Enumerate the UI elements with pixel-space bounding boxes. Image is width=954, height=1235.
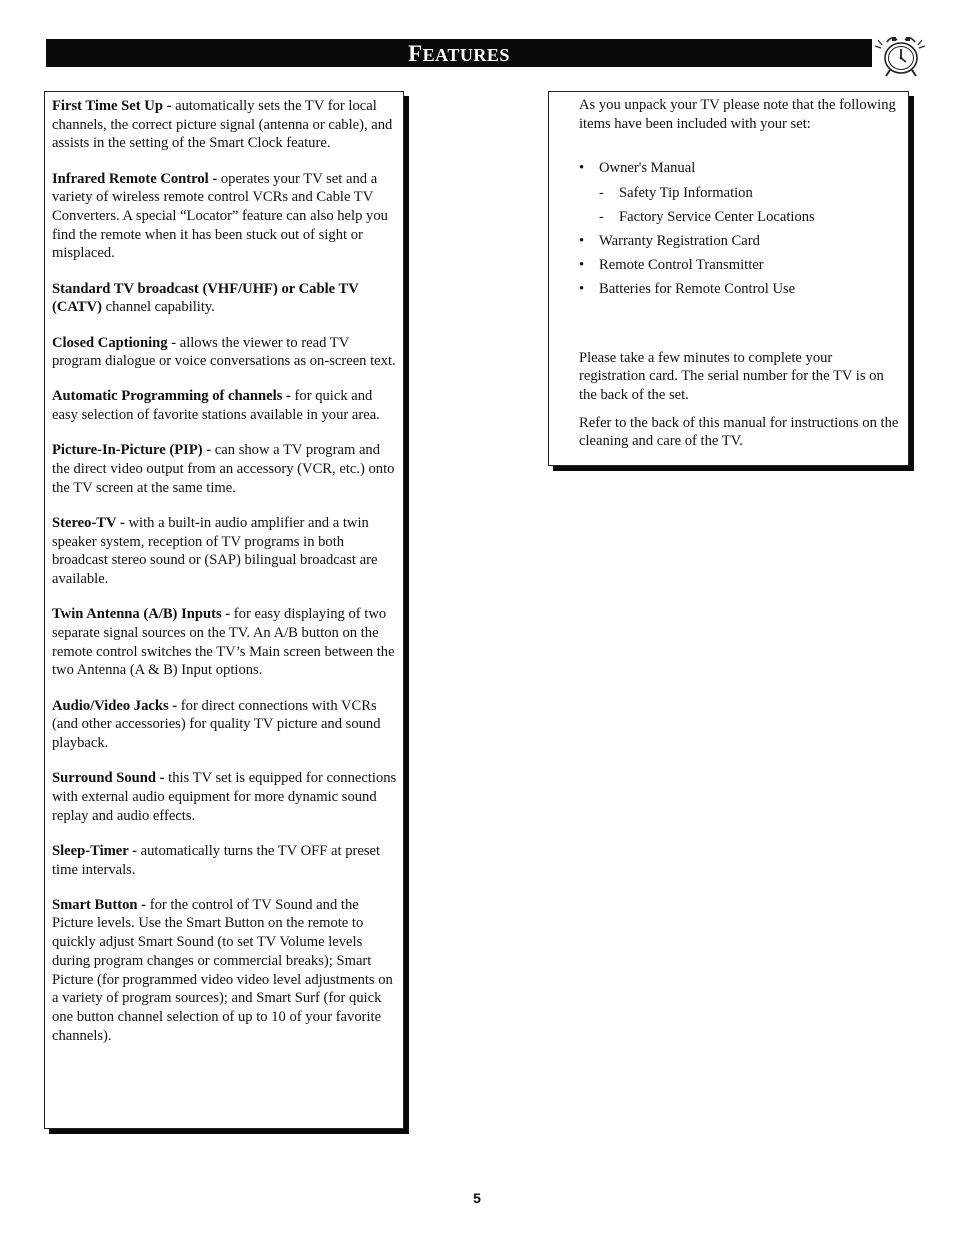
- bullet-icon: •: [579, 233, 585, 250]
- feature-description: channel capability.: [102, 299, 215, 316]
- included-item: [579, 253, 901, 277]
- feature-name: Picture-In-Picture (PIP) -: [52, 442, 212, 459]
- feature-item: [52, 896, 398, 1046]
- feature-name: Standard TV broadcast (VHF/UHF) or Cable TV (CATV): [52, 280, 359, 316]
- feature-description: for the control of TV Sound and the Picture levels. Use the Smart Button on the remote to quickly adjust Smart Sound (to set TV Volume levels during program changes or commercial breaks); Smart Picture (for programmed video video level adjustments on a variety of program sources); and Smart Surf (for quick one button channel selection of up to 10 of your favorite channels).: [52, 896, 393, 1044]
- bullet-icon: •: [579, 160, 585, 177]
- included-item: [579, 277, 901, 301]
- included-subitems-list: [579, 181, 901, 229]
- feature-name: Audio/Video Jacks -: [52, 697, 178, 714]
- included-item-label: Warranty Registration Card: [599, 233, 760, 250]
- feature-description: operates your TV set and a variety of wireless remote control VCRs and Cable TV Converters. A special “Locator” feature can also help you find the remote when it has been stuck out of sight or misplaced.: [52, 170, 388, 262]
- unpack-intro: As you unpack your TV please note that the following items have been included with your set:: [579, 97, 896, 132]
- feature-name: Surround Sound -: [52, 770, 165, 787]
- features-list: [52, 97, 398, 1062]
- feature-name: First Time Set Up -: [52, 98, 172, 114]
- included-subitem-label: Factory Service Center Locations: [619, 208, 815, 225]
- feature-description: - allows the viewer to read TV program dialogue or voice conversations as on-screen text.: [52, 334, 396, 370]
- dash-icon: -: [599, 208, 604, 225]
- package-contents: [579, 96, 901, 451]
- included-items-list: [579, 156, 901, 301]
- feature-item: [52, 697, 398, 753]
- feature-item: [52, 334, 398, 371]
- feature-name: Stereo-TV -: [52, 514, 125, 531]
- feature-name: Twin Antenna (A/B) Inputs -: [52, 606, 231, 623]
- feature-item: [52, 170, 398, 264]
- included-subitems: [579, 181, 901, 229]
- included-item: [579, 229, 901, 253]
- feature-description: with a built-in audio amplifier and a twin speaker system, reception of TV programs in both broadcast stereo sound or (SAP) bilingual broadcast are available.: [52, 514, 378, 588]
- included-subitem: [579, 205, 901, 229]
- dash-icon: -: [599, 184, 604, 201]
- included-item-label: Batteries for Remote Control Use: [599, 281, 796, 298]
- feature-item: [52, 441, 398, 497]
- banner-title-rest: EATURES: [422, 45, 510, 65]
- care-note: Refer to the back of this manual for instructions on the cleaning and care of the TV.: [579, 414, 899, 450]
- banner-title-initial: F: [408, 41, 423, 66]
- feature-item: [52, 97, 398, 153]
- feature-description: this TV set is equipped for connections with external audio equipment for more dynamic sound replay and audio effects.: [52, 770, 397, 824]
- feature-description: automatically sets the TV for local channels, the correct picture signal (antenna or cable), and assists in the setting of the Smart Clock feature.: [52, 98, 393, 152]
- feature-item: [52, 280, 398, 317]
- feature-name: Closed Captioning: [52, 334, 168, 351]
- bullet-icon: •: [579, 281, 585, 298]
- feature-description: automatically turns the TV OFF at preset time intervals.: [52, 842, 381, 878]
- bullet-icon: •: [579, 257, 585, 274]
- feature-description: can show a TV program and the direct video output from an accessory (VCR, etc.) onto the TV screen at the same time.: [52, 442, 395, 496]
- feature-name: Infrared Remote Control -: [52, 170, 218, 187]
- feature-name: Smart Button -: [52, 896, 147, 913]
- page-number: 5: [473, 1190, 481, 1206]
- alarm-clock-icon: [873, 32, 927, 78]
- feature-name: Sleep-Timer -: [52, 842, 137, 859]
- feature-description: for quick and easy selection of favorite stations available in your area.: [52, 388, 380, 424]
- feature-item: [52, 387, 398, 424]
- package-contents-box: [548, 91, 909, 466]
- registration-note: Please take a few minutes to complete your registration card. The serial number for the TV is on the back of the set.: [579, 349, 884, 404]
- included-item-label: Owner's Manual: [599, 160, 696, 177]
- feature-name: Automatic Programming of channels -: [52, 388, 291, 405]
- feature-description: for direct connections with VCRs (and other accessories) for quality TV picture and sound playback.: [52, 697, 381, 751]
- included-item: [579, 156, 901, 180]
- feature-description: for easy displaying of two separate signal sources on the TV. An A/B button on the remote control switches the TV’s Main screen between the two Antenna (A & B) Input options.: [52, 606, 395, 679]
- included-subitem: [579, 181, 901, 205]
- feature-item: [52, 769, 398, 825]
- included-item-label: Remote Control Transmitter: [599, 257, 764, 274]
- feature-item: [52, 842, 398, 879]
- features-banner: [46, 39, 872, 67]
- feature-item: [52, 514, 398, 589]
- features-list-box: [44, 91, 404, 1129]
- included-subitem-label: Safety Tip Information: [619, 184, 753, 201]
- feature-item: [52, 605, 398, 680]
